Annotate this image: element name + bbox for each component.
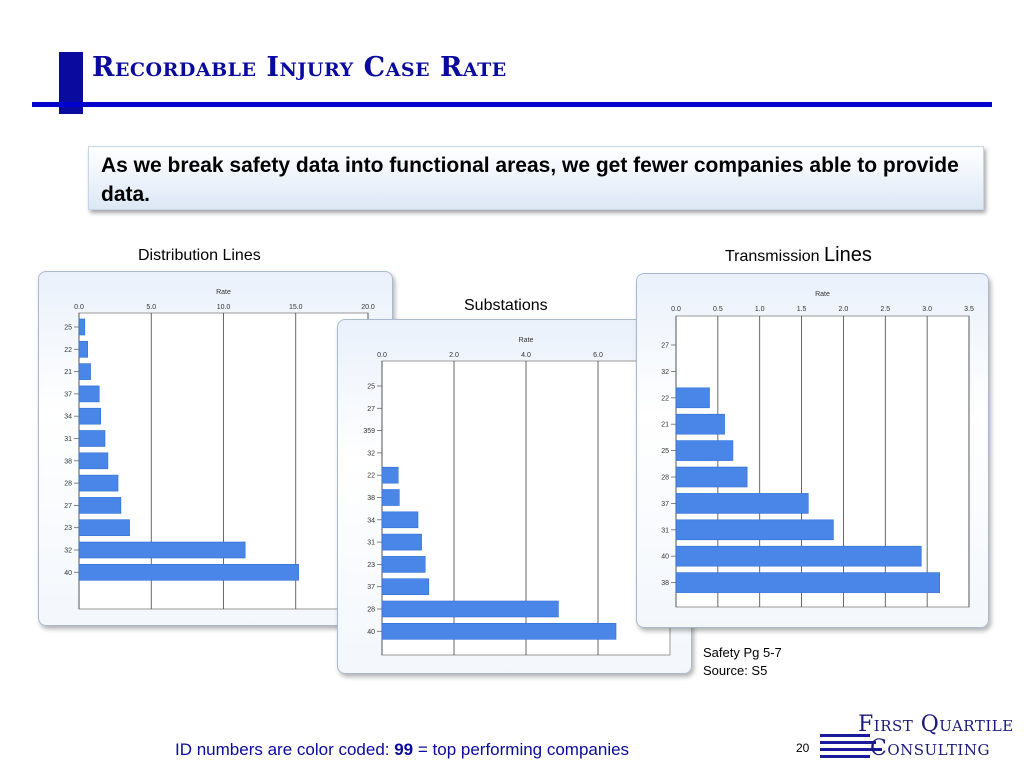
distribution-category-label: 27 <box>64 502 72 510</box>
substations-bar-38 <box>382 490 399 506</box>
distribution-chart-title: Rate <box>216 289 231 296</box>
distribution-category-label: 28 <box>64 480 72 488</box>
transmission-chart <box>637 274 990 629</box>
transmission-tick-label: 1.5 <box>796 306 807 313</box>
logo-line-2: Consulting <box>870 736 990 761</box>
substations-category-label: 28 <box>367 606 375 614</box>
transmission-category-label: 25 <box>661 448 669 456</box>
distribution-bar-32 <box>79 542 245 558</box>
distribution-category-label: 23 <box>64 525 72 533</box>
distribution-category-label: 21 <box>64 369 72 377</box>
page-number: 20 <box>796 741 810 755</box>
substations-category-label: 27 <box>367 405 375 413</box>
transmission-bar-25 <box>676 441 733 461</box>
substations-chart-title: Rate <box>518 337 534 344</box>
transmission-chart-title: Rate <box>815 291 830 298</box>
footer-highlight: 99 <box>394 740 414 759</box>
distribution-bar-31 <box>79 431 105 447</box>
substations-category-label: 359 <box>363 428 375 436</box>
distribution-category-label: 34 <box>64 413 72 421</box>
substations-category-label: 37 <box>367 584 375 592</box>
transmission-tick-label: 1.0 <box>754 306 765 313</box>
transmission-chart-label <box>725 244 872 267</box>
distribution-bar-25 <box>79 319 85 335</box>
distribution-bar-37 <box>79 386 99 402</box>
distribution-category-label: 32 <box>64 547 72 555</box>
transmission-label-word1: Transmission <box>725 248 820 265</box>
distribution-tick-label: 0.0 <box>74 304 84 311</box>
logo-line-1: First Quartile <box>858 712 1014 737</box>
substations-bar-23 <box>382 556 425 572</box>
distribution-category-label: 38 <box>64 458 72 466</box>
transmission-category-label: 22 <box>661 395 669 403</box>
substations-bar-28 <box>382 601 558 617</box>
transmission-category-label: 27 <box>661 342 669 350</box>
distribution-tick-label: 20.0 <box>361 304 375 311</box>
footer-suffix: = top performing companies <box>413 740 630 759</box>
distribution-bar-28 <box>79 475 118 491</box>
transmission-label-word2: Lines <box>824 244 872 266</box>
logo-stripe-4 <box>820 755 870 758</box>
distribution-bar-22 <box>79 341 88 357</box>
substations-bar-34 <box>382 512 418 528</box>
transmission-category-label: 28 <box>661 474 669 482</box>
note-source: Source: S5 <box>703 663 768 678</box>
logo-stripe-2 <box>820 741 876 744</box>
distribution-bar-34 <box>79 408 101 424</box>
transmission-bar-40 <box>676 546 921 566</box>
distribution-chart-label: Distribution Lines <box>138 247 261 264</box>
distribution-category-label: 31 <box>64 436 72 443</box>
transmission-category-label: 37 <box>661 500 669 508</box>
transmission-category-label: 38 <box>661 580 669 588</box>
substations-tick-label: 0.0 <box>377 352 387 359</box>
footer-prefix: ID numbers are color coded: <box>175 740 395 759</box>
substations-bar-31 <box>382 534 422 550</box>
transmission-tick-label: 2.5 <box>880 306 891 313</box>
transmission-tick-label: 0.5 <box>712 306 723 313</box>
substations-category-label: 34 <box>367 517 375 525</box>
substations-category-label: 22 <box>367 472 375 480</box>
substations-tick-label: 2.0 <box>449 352 459 359</box>
transmission-bar-21 <box>676 414 725 434</box>
substations-category-label: 38 <box>367 495 375 502</box>
title-rule <box>32 102 992 107</box>
transmission-tick-label: 0.0 <box>671 306 681 313</box>
slide-title: Recordable Injury Case Rate <box>92 52 507 83</box>
transmission-bar-22 <box>676 388 709 408</box>
transmission-tick-label: 2.0 <box>838 306 849 313</box>
transmission-category-label: 31 <box>661 527 669 535</box>
callout-text: As we break safety data into functional areas, we get fewer companies able to provide data. <box>101 154 959 206</box>
distribution-bar-27 <box>79 497 121 513</box>
distribution-tick-label: 15.0 <box>288 304 303 311</box>
substations-bar-40 <box>382 623 616 639</box>
distribution-bar-40 <box>79 564 299 580</box>
substations-bar-37 <box>382 579 429 595</box>
transmission-bar-28 <box>676 467 747 487</box>
substations-category-label: 31 <box>367 539 375 547</box>
distribution-category-label: 40 <box>64 569 72 577</box>
substations-tick-label: 4.0 <box>521 352 531 359</box>
distribution-category-label: 25 <box>64 324 72 332</box>
company-logo <box>820 712 1020 764</box>
distribution-bar-21 <box>79 364 91 380</box>
transmission-category-label: 40 <box>661 553 669 561</box>
substations-category-label: 32 <box>367 450 375 458</box>
transmission-tick-label: 3.0 <box>922 306 933 313</box>
substations-chart-label: Substations <box>464 297 548 314</box>
substations-tick-label: 6.0 <box>593 352 603 359</box>
footer-note <box>175 740 629 760</box>
transmission-chart-panel <box>636 273 989 628</box>
distribution-category-label: 37 <box>64 391 72 399</box>
distribution-tick-label: 10.0 <box>216 304 231 311</box>
transmission-bar-37 <box>676 493 808 513</box>
transmission-tick-label: 3.5 <box>964 306 974 313</box>
transmission-bar-38 <box>676 573 940 593</box>
distribution-bar-38 <box>79 453 108 469</box>
distribution-tick-label: 5.0 <box>146 304 157 311</box>
substations-category-label: 25 <box>367 383 375 391</box>
transmission-category-label: 32 <box>661 368 669 376</box>
distribution-category-label: 22 <box>64 346 72 354</box>
note-safety-page: Safety Pg 5-7 <box>703 645 782 660</box>
substations-bar-22 <box>382 467 398 483</box>
callout-box <box>88 146 984 210</box>
substations-category-label: 23 <box>367 561 375 569</box>
distribution-bar-23 <box>79 520 130 536</box>
substations-category-label: 40 <box>367 628 375 636</box>
transmission-bar-31 <box>676 520 833 540</box>
transmission-category-label: 21 <box>661 421 669 429</box>
